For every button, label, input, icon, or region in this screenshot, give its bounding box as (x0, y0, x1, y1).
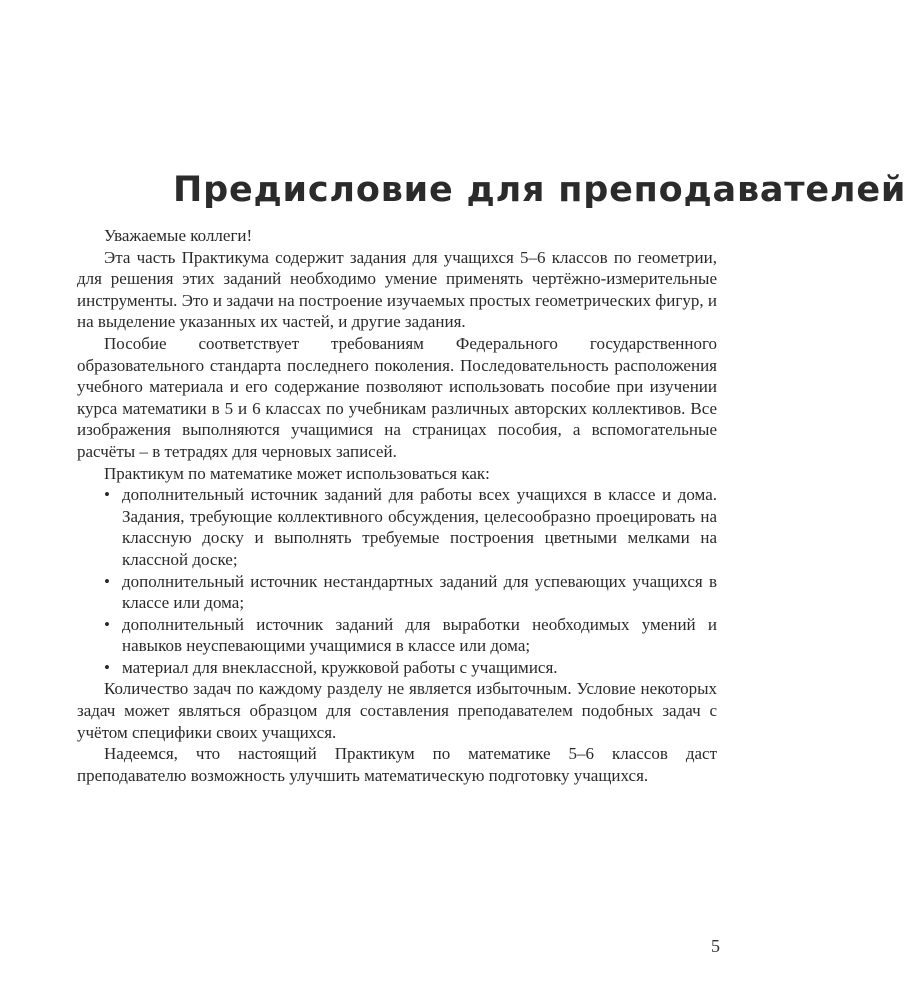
bullet-icon: • (104, 485, 110, 505)
list-item-text: материал для внеклассной, кружковой работы с учащимися. (122, 657, 558, 677)
paragraph-intro-3: Практикум по математике может использоваться как: (104, 463, 490, 483)
page-title: Предисловие для преподавателей (173, 170, 906, 210)
paragraph-intro-1: Эта часть Практикума содержит задания для учащихся 5–6 классов по геометрии, для решения этих заданий необходимо умение применять чертёжно-измерительные инструменты. Это и задачи на построение изучаемых простых геометрических фигур, и на выделение указанных их частей, и другие задания. (77, 247, 717, 332)
paragraph-intro-2: Пособие соответствует требованиям Федерального государственного образовательного стандарта последнего поколения. Последовательность расположения учебного материала и его содержание позволяют использовать пособие при изучении курса математики в 5 и 6 классах по учебникам различных авторских коллективов. Все изображения выполняются учащимися на страницах пособия, а вспомогательные расчёты – в тетрадях для черновых записей. (77, 333, 717, 461)
page-number: 5 (711, 936, 720, 956)
list-item (77, 614, 717, 657)
bullet-icon: • (104, 614, 110, 634)
list-item (77, 571, 717, 614)
list-item-text: дополнительный источник нестандартных заданий для успевающих учащихся в классе или дома; (122, 571, 717, 613)
greeting: Уважаемые коллеги! (104, 226, 253, 245)
list-item (77, 484, 717, 570)
bullet-icon: • (104, 657, 110, 677)
preface-body (77, 225, 717, 786)
list-item-text: дополнительный источник заданий для выработки необходимых умений и навыков неуспевающими учащимися в классе или дома; (122, 614, 717, 656)
paragraph-outro-1: Количество задач по каждому разделу не является избыточным. Условие некоторых задач может являться образцом для составления преподавателем подобных задач с учётом специфики своих учащихся. (77, 679, 717, 742)
paragraph-outro-2: Надеемся, что настоящий Практикум по математике 5–6 классов даст преподавателю возможность улучшить математическую подготовку учащихся. (77, 744, 717, 785)
usage-list (77, 484, 717, 678)
list-item (77, 657, 717, 679)
bullet-icon: • (104, 571, 110, 591)
list-item-text: дополнительный источник заданий для работы всех учащихся в классе и дома. Задания, требующие коллективного обсуждения, целесообразно проецировать на классную доску и выполнять требуемые построения цветными мелками на классной доске; (122, 485, 717, 569)
